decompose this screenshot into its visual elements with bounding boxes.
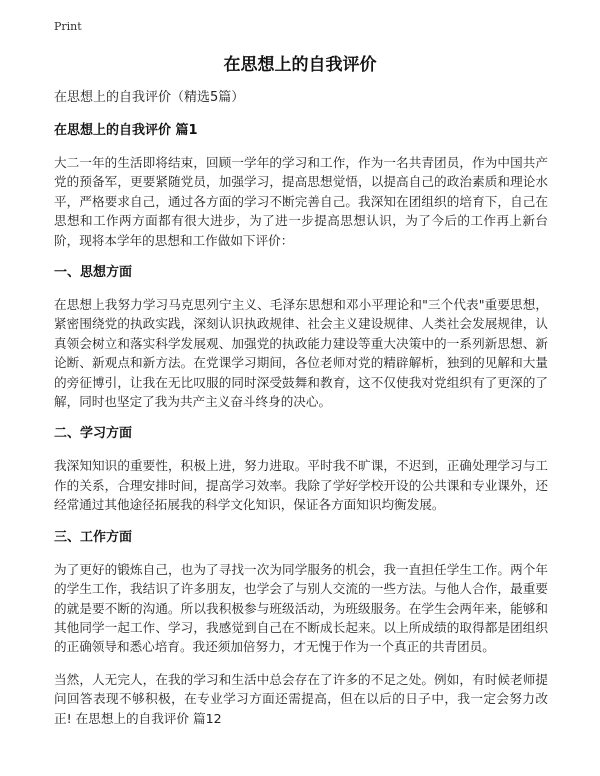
section-body-ideology: 在思想上我努力学习马克思列宁主义、毛泽东思想和邓小平理论和"三个代表"重要思想，紧密围绕党的执政实践，深刻认识执政规律、社会主义建设规律、人类社会发展规律，认真领会树立和落实科学发展观、加强党的执政能力建设等重大决策中的一系列新思想、新论断、新观点和新方法。在党课学习期间，各位老师对党的精辟解析，独到的见解和大量的旁征博引，让我在无比叹服的同时深受鼓舞和教育，这不仅使我对党组织有了更深的了解，同时也坚定了我为共产主义奋斗终身的决心。 xyxy=(54,297,548,410)
document-body xyxy=(54,88,548,728)
section-heading-work: 三、工作方面 xyxy=(54,529,133,545)
document-title: 在思想上的自我评价 xyxy=(223,55,377,75)
section-heading-ideology: 一、思想方面 xyxy=(54,265,133,281)
section-heading-study: 二、学习方面 xyxy=(54,426,133,442)
section-body-work: 为了更好的锻炼自己，也为了寻找一次为同学服务的机会，我一直担任学生工作。两个年的学生工作，我结识了许多朋友，也学会了与别人交流的一些方法。与他人合作，最重要的就是要不断的沟通。所以我积极参与班级活动，为班级服务。在学生会两年来，能够和其他同学一起工作、学习，我感觉到自己在不断成长起来。以上所成绩的取得都是团组织的正确领导和悉心培育。我还须加倍努力，才无愧于作为一个真正的共青团员。 xyxy=(54,561,548,655)
print-link[interactable]: Print xyxy=(54,20,82,33)
article-heading: 在思想上的自我评价 篇1 xyxy=(54,123,198,138)
intro-paragraph: 大二一年的生活即将结束，回顾一学年的学习和工作，作为一名共青团员，作为中国共产党的预备军，更要紧随党员，加强学习，提高思想觉悟，以提高自己的政治素质和理论水平，严格要求自己，通过各方面的学习不断完善自己。我深知在团组织的培育下，自己在思想和工作两方面都有很大进步，为了进一步提高思想认识，为了今后的工作再上新台阶，现将本学年的思想和工作做如下评价： xyxy=(54,155,548,248)
section-body-study: 我深知知识的重要性，积极上进，努力进取。平时我不旷课，不迟到，正确处理学习与工作的关系，合理安排时间，提高学习效率。我除了学好学校开设的公共课和专业课外，还经常通过其他途径拓展我的科学文化知识，保证各方面知识均衡发展。 xyxy=(54,458,548,513)
document-subtitle: 在思想上的自我评价（精选5篇） xyxy=(54,90,245,105)
closing-paragraph: 当然，人无完人，在我的学习和生活中总会存在了许多的不足之处。例如，有时候老师提问回答表现不够积极，在专业学习方面还需提高，但在以后的日子中，我一定会努力改正! 在思想上的自我评价 篇12 xyxy=(54,671,548,726)
